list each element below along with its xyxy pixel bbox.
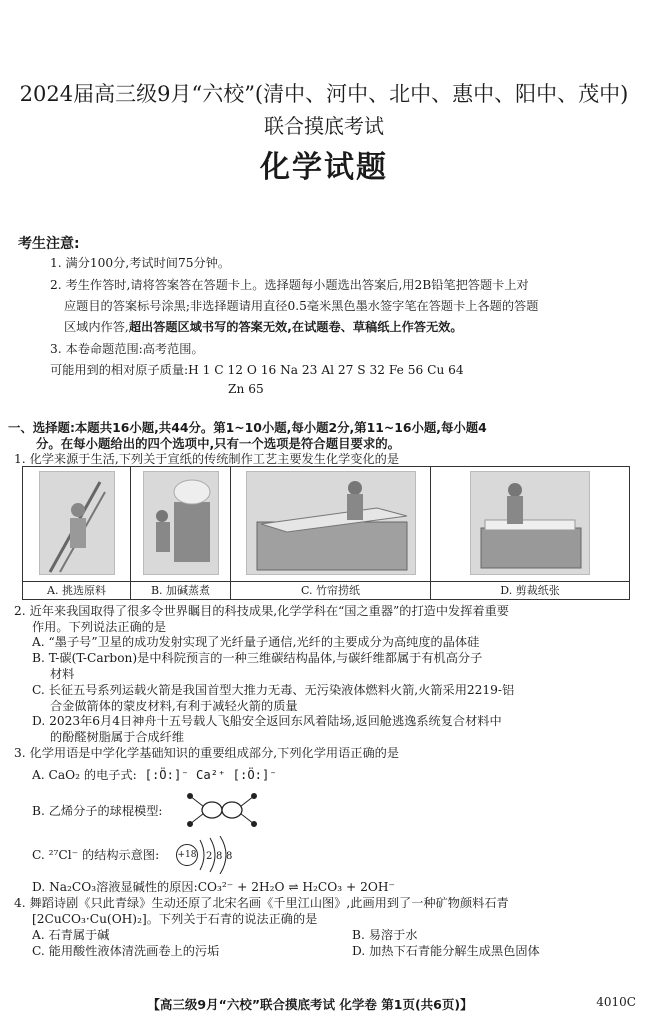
chloride-nucleus: +18 xyxy=(176,844,198,866)
q1-picture-b xyxy=(143,471,219,575)
q3-option-a-formula: [:Ö:]⁻ Ca²⁺ [:Ö:]⁻ xyxy=(144,768,277,782)
q1-option-a-cell xyxy=(23,467,131,599)
q2-option-c-line2: 合金做箭体的蒙皮材料,有利于减轻火箭的质量 xyxy=(50,699,298,713)
q1-caption-d: D. 剪裁纸张 xyxy=(431,581,629,599)
exam-title-line2: 联合摸底考试 xyxy=(264,114,384,138)
q3-stem: 3. 化学用语是中学化学基础知识的重要组成部分,下列化学用语正确的是 xyxy=(14,746,400,760)
q1-option-d-cell xyxy=(431,467,629,599)
chloride-shell-2: 8 xyxy=(216,851,223,862)
section1-heading-line2: 分。在每小题给出的四个选项中,只有一个选项是符合题目要求的。 xyxy=(36,436,401,451)
q1-caption-a: A. 挑选原料 xyxy=(23,581,130,599)
footer-code: 4010C xyxy=(596,995,636,1009)
atomic-masses-line1: 可能用到的相对原子质量:H 1 C 12 O 16 Na 23 Al 27 S 32 Fe 56 Cu 64 xyxy=(50,363,464,377)
q2-option-d-line2: 的酚醛树脂属于合成纤维 xyxy=(50,730,185,744)
notice-item-2c xyxy=(64,319,463,335)
notice-item-2c-plain: 区域内作答, xyxy=(64,320,129,334)
q4-option-b: B. 易溶于水 xyxy=(352,928,418,942)
q2-option-c-line1: C. 长征五号系列运载火箭是我国首型大推力无毒、无污染液体燃料火箭,火箭采用2219-铝 xyxy=(32,683,515,697)
q3-option-a xyxy=(32,767,277,783)
notice-heading: 考生注意: xyxy=(18,236,80,252)
q1-caption-b: B. 加碱蒸煮 xyxy=(131,581,230,599)
q2-stem-line2: 作用。下列说法正确的是 xyxy=(32,620,167,634)
chloride-shell-3: 8 xyxy=(226,851,233,862)
q3-option-c-label: C. ²⁷Cl⁻ 的结构示意图: xyxy=(32,848,160,862)
q3-option-d: D. Na₂CO₃溶液显碱性的原因:CO₃²⁻ + 2H₂O ⇌ H₂CO₃ + 2OH⁻ xyxy=(32,880,395,894)
q1-stem: 1. 化学来源于生活,下列关于宣纸的传统制作工艺主要发生化学变化的是 xyxy=(14,452,400,466)
notice-item-2a: 2. 考生作答时,请将答案答在答题卡上。选择题每小题选出答案后,用2B铅笔把答题卡上对 xyxy=(50,278,529,292)
footer-text: 【高三级9月“六校”联合摸底考试 化学卷 第1页(共6页)】 xyxy=(147,997,473,1012)
q1-picture-a xyxy=(39,471,115,575)
q2-option-b-line1: B. T-碳(T-Carbon)是中科院预言的一种三维碳结构晶体,与碳纤维都属于有机高分子 xyxy=(32,651,483,665)
q1-picture-d xyxy=(470,471,590,575)
q2-option-d-line1: D. 2023年6月4日神舟十五号载人飞船安全返回东风着陆场,返回舱逃逸系统复合材料中 xyxy=(32,714,502,728)
q4-stem-line1: 4. 舞蹈诗剧《只此青绿》生动还原了北宋名画《千里江山图》,此画用到了一种矿物颜料石青 xyxy=(14,896,509,910)
notice-item-2c-bold: 超出答题区域书写的答案无效,在试题卷、草稿纸上作答无效。 xyxy=(128,320,463,334)
notice-item-2b: 应题目的答案标号涂黑;非选择题请用直径0.5毫米黑色墨水签字笔在答题卡上各题的答题 xyxy=(64,299,539,313)
q3-option-b-label: B. 乙烯分子的球棍模型: xyxy=(32,804,163,818)
q4-option-c: C. 能用酸性液体清洗画卷上的污垢 xyxy=(32,944,220,958)
subject-title: 化学试题 xyxy=(260,150,388,185)
q1-option-c-cell xyxy=(231,467,431,599)
q1-image-strip xyxy=(22,466,630,600)
atomic-masses-line2: Zn 65 xyxy=(228,382,264,396)
q4-option-a: A. 石青属于碱 xyxy=(32,928,110,942)
q4-option-d: D. 加热下石青能分解生成黑色固体 xyxy=(352,944,540,958)
q1-option-b-cell xyxy=(131,467,231,599)
chloride-shell-1: 2 xyxy=(206,851,213,862)
q2-stem-line1: 2. 近年来我国取得了很多令世界瞩目的科技成果,化学学科在“国之重器”的打造中发挥着重要 xyxy=(14,604,509,618)
q4-stem-line2: [2CuCO₃·Cu(OH)₂]。下列关于石青的说法正确的是 xyxy=(32,912,318,926)
notice-item-1: 1. 满分100分,考试时间75分钟。 xyxy=(50,256,231,270)
notice-item-3: 3. 本卷命题范围:高考范围。 xyxy=(50,342,204,356)
q2-option-b-line2: 材料 xyxy=(50,667,75,681)
ethylene-ball-stick-model xyxy=(182,790,262,830)
q2-option-a: A. “墨子号”卫星的成功发射实现了光纤量子通信,光纤的主要成分为高纯度的晶体硅 xyxy=(32,635,480,649)
section1-heading-line1: 一、选择题:本题共16小题,共44分。第1~10小题,每小题2分,第11~16小题,每小题4 xyxy=(8,420,487,435)
q1-caption-c: C. 竹帘捞纸 xyxy=(231,581,430,599)
q1-picture-c xyxy=(246,471,416,575)
exam-title-line1: 2024届高三级9月“六校”(清中、河中、北中、惠中、阳中、茂中) xyxy=(19,82,629,106)
q3-option-a-label: A. CaO₂ 的电子式: xyxy=(32,768,137,782)
